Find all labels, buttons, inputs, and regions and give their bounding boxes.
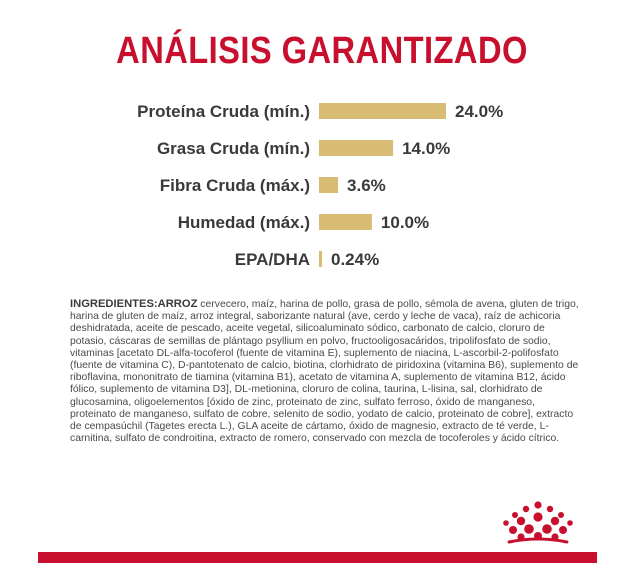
- page-title: ANÁLISIS GARANTIZADO: [116, 30, 528, 72]
- category-label: Grasa Cruda (mín.): [156, 139, 310, 158]
- bar: [319, 177, 338, 193]
- category-label: EPA/DHA: [234, 250, 310, 269]
- value-label: 3.6%: [347, 176, 386, 195]
- ingredients-block: [70, 298, 582, 445]
- bar: [319, 103, 446, 119]
- value-label: 14.0%: [402, 139, 451, 158]
- nutrition-bar-chart: [0, 0, 644, 290]
- category-label: Humedad (máx.): [177, 213, 310, 232]
- crown-icon: [497, 500, 579, 546]
- ingredients-heading: INGREDIENTES:ARROZ: [70, 298, 198, 310]
- bar: [319, 214, 372, 230]
- bar: [319, 251, 322, 267]
- ingredients-text: cervecero, maíz, harina de pollo, grasa de pollo, sémola de avena, gluten de trigo, harina de gluten de maíz, arroz integral, saborizante natural (ave, cerdo y leche de vaca), raíz de achicoria deshidratada, aceite de pescado, aceite vegetal, silicoaluminato sódico, carbonato de calcio, cloruro de potasio, cáscaras de semillas de plántago psyllium en polvo, fructooligosacáridos, tripolifosfato de sodio, vitaminas [acetato DL-alfa-tocoferol (fuente de vitamina E), suplemento de niacina, L-ascorbil-2-polifosfato (fuente de vitamina C), D-pantotenato de calcio, biotina, clorhidrato de piridoxina (vitamina B6), suplemento de riboflavina, mononitrato de tiamina (vitamina B1), acetato de vitamina A, suplemento de vitamina B12, ácido fólico, suplemento de vitamina D3], DL-metionina, cloruro de colina, taurina, L-lisina, sal, clorhidrato de glucosamina, oligoelementos [óxido de zinc, proteinato de zinc, sulfato ferroso, óxido de manganeso, proteinato de manganeso, sulfato de cobre, selenito de sodio, yodato de calcio, proteinato de cobre], extracto de cempasúchil (Tagetes erecta L.), GLA aceite de cártamo, óxido de magnesio, extracto de té verde, L-carnitina, sulfato de condroitina, extracto de romero, conservado con mezcla de tocoferoles y ácido cítrico.: [70, 299, 579, 445]
- value-label: 0.24%: [331, 250, 380, 269]
- value-label: 24.0%: [455, 102, 504, 121]
- category-label: Fibra Cruda (máx.): [159, 176, 310, 195]
- value-label: 10.0%: [380, 213, 430, 232]
- crown-dots: [503, 501, 573, 542]
- bar: [319, 140, 393, 156]
- category-label: Proteína Cruda (mín.): [137, 102, 310, 121]
- bottom-accent-bar: [38, 552, 597, 563]
